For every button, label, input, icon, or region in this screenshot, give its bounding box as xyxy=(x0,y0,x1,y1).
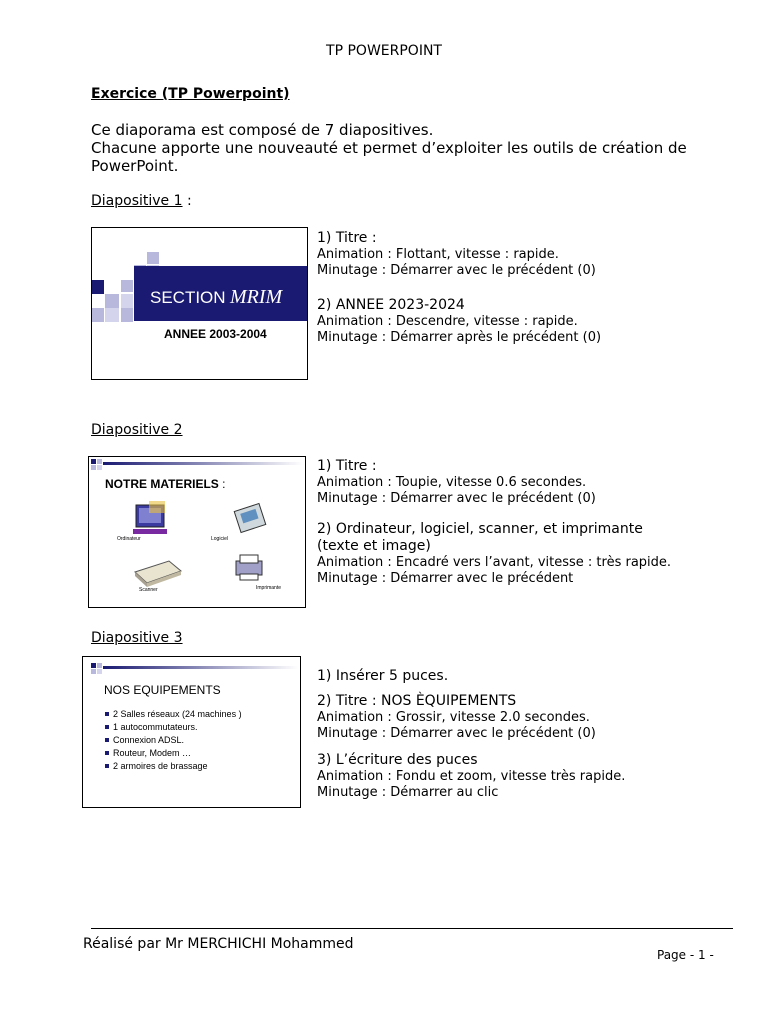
slide-2-item-1-heading: 1) Titre : xyxy=(317,458,377,474)
slide-2-item-2-heading: 2) Ordinateur, logiciel, scanner, et imprimante (texte et image) xyxy=(317,521,643,554)
slide-3-thumbnail xyxy=(82,656,301,808)
intro-line-2: Chacune apporte une nouveauté et permet d’exploiter les outils de création de PowerPoint. xyxy=(91,139,687,175)
slide-1-item-1-animation: Animation : Flottant, vitesse : rapide. xyxy=(317,247,559,262)
slide-3-description xyxy=(317,668,737,801)
slide-2-scanner-label: Scanner xyxy=(139,587,158,593)
slide-3-item-3-animation: Animation : Fondu et zoom, vitesse très rapide. xyxy=(317,769,626,784)
slide-2-item-2-animation: Animation : Encadré vers l’avant, vitesse : très rapide. xyxy=(317,555,672,570)
slide-1-graphic xyxy=(92,228,307,379)
slide-3-bullet-3: Connexion ADSL. xyxy=(113,735,185,745)
slide-3-bullet-5: 2 armoires de brassage xyxy=(113,761,208,771)
computer-icon xyxy=(133,501,167,534)
page-header: TP POWERPOINT xyxy=(326,43,442,59)
slide-1-item-2-animation: Animation : Descendre, vitesse : rapide. xyxy=(317,314,578,329)
slide-3-bullet-2: 1 autocommutateurs. xyxy=(113,722,198,732)
slide-1-item-2-timing: Minutage : Démarrer après le précédent (0) xyxy=(317,330,602,345)
slide-2-ordinateur-label: Ordinateur xyxy=(117,536,141,542)
slide-1-label-text: Diapositive 1 xyxy=(91,193,183,209)
slide-1-mrim-text: MRIM xyxy=(230,286,283,308)
slide-2-title: NOTRE MATERIELS : xyxy=(105,477,226,491)
exercise-title: Exercice (TP Powerpoint) xyxy=(91,86,290,102)
slide-1-section-text: SECTION xyxy=(150,288,226,307)
slide-3-graphic xyxy=(83,657,300,807)
slide-3-item-2-timing: Minutage : Démarrer avec le précédent (0) xyxy=(317,726,596,741)
slide-1-thumbnail xyxy=(91,227,308,380)
printer-icon xyxy=(236,555,262,580)
slide-2-item-1-timing: Minutage : Démarrer avec le précédent (0) xyxy=(317,491,596,506)
slide-3-item-2-heading: 2) Titre : NOS ÈQUIPEMENTS xyxy=(317,693,517,709)
slide-3-item-3-timing: Minutage : Démarrer au clic xyxy=(317,785,499,800)
slide-3-title: NOS EQUIPEMENTS xyxy=(104,683,221,697)
slide-2-item-2-timing: Minutage : Démarrer avec le précédent xyxy=(317,571,574,586)
footer-author: Réalisé par Mr MERCHICHI Mohammed xyxy=(83,936,354,952)
intro-text xyxy=(91,121,711,175)
slide-2-description xyxy=(317,458,737,587)
intro-line-1: Ce diaporama est composé de 7 diapositives. xyxy=(91,121,434,139)
slide-1-description xyxy=(317,230,737,346)
slide-3-item-2-animation: Animation : Grossir, vitesse 2.0 secondes. xyxy=(317,710,590,725)
slide-1-label-suffix: : xyxy=(182,193,192,209)
slide-2-graphic xyxy=(89,457,305,607)
slide-2-logiciel-label: Logiciel xyxy=(211,536,228,542)
slide-2-label-text: Diapositive 2 xyxy=(91,422,183,438)
slide-1-item-1-timing: Minutage : Démarrer avec le précédent (0) xyxy=(317,263,596,278)
slide-2-item-1-animation: Animation : Toupie, vitesse 0.6 secondes. xyxy=(317,475,587,490)
slide-3-label-text: Diapositive 3 xyxy=(91,630,183,646)
slide-1-item-1-heading: 1) Titre : xyxy=(317,230,377,246)
slide-3-bullet-4: Routeur, Modem … xyxy=(113,748,192,758)
slide-2-label xyxy=(91,422,183,438)
slide-3-item-1-heading: 1) Insérer 5 puces. xyxy=(317,668,449,684)
slide-1-year-text: ANNEE 2003-2004 xyxy=(164,327,267,341)
footer-divider xyxy=(91,928,733,929)
slide-3-item-3-heading: 3) L’écriture des puces xyxy=(317,752,478,768)
slide-2-imprimante-label: Imprimante xyxy=(256,585,282,591)
slide-1-label xyxy=(91,193,192,209)
slide-1-item-2-heading: 2) ANNEE 2023-2024 xyxy=(317,297,465,313)
page-number: Page - 1 - xyxy=(657,948,714,962)
slide-3-bullet-1: 2 Salles réseaux (24 machines ) xyxy=(113,709,242,719)
slide-2-thumbnail xyxy=(88,456,306,608)
slide-3-label xyxy=(91,630,183,646)
